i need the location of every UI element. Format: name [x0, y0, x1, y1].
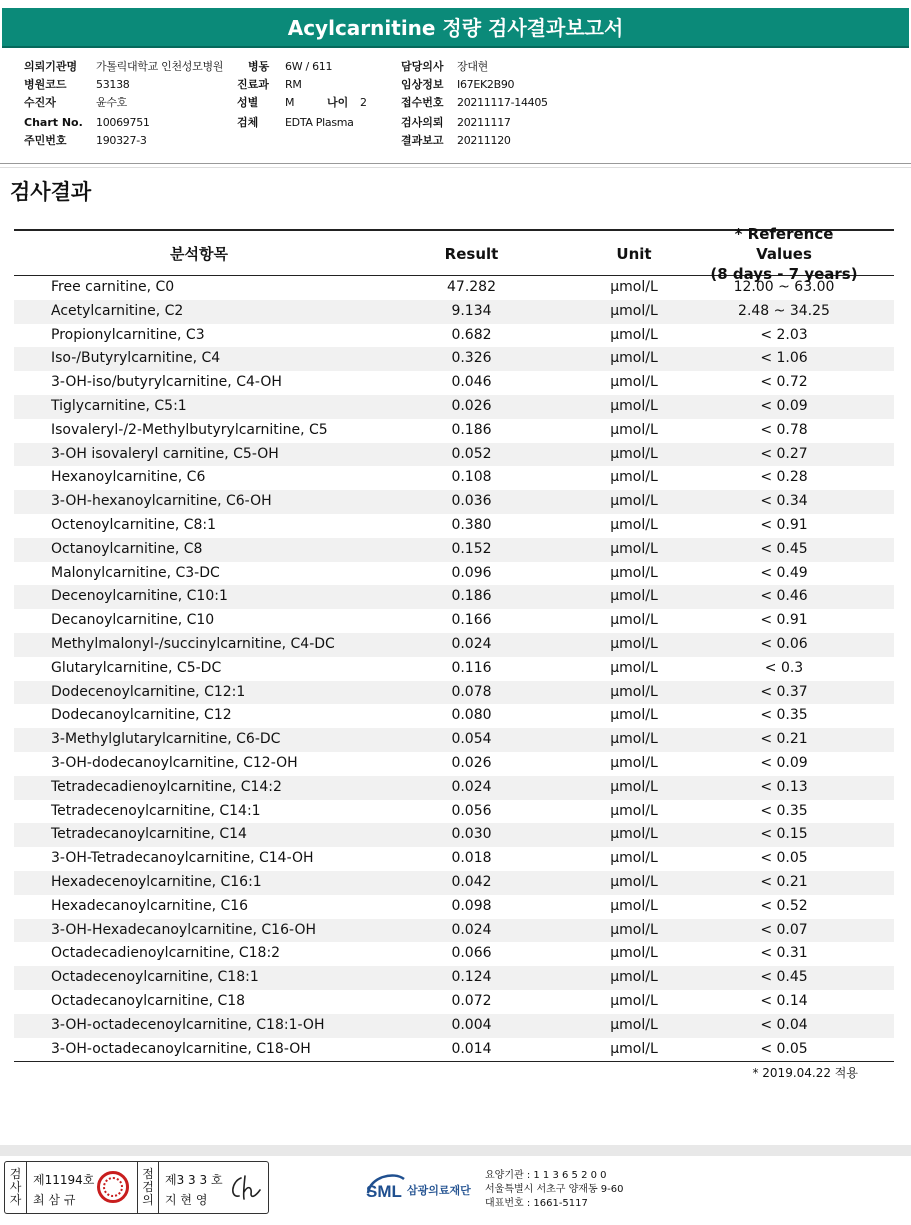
- reference-value: < 0.45: [760, 969, 808, 986]
- table-row: [14, 585, 894, 609]
- doctor-label: 담당의사: [401, 60, 444, 73]
- result-value: 0.024: [451, 635, 492, 652]
- info-row-5: [0, 132, 911, 150]
- result-value: 47.282: [447, 279, 496, 295]
- info-row-3: [0, 94, 911, 112]
- header-reference-line2: (8 days - 7 years): [710, 264, 858, 283]
- unit-value: μmol/L: [610, 873, 658, 890]
- analyte-name: Octenoylcarnitine, C8:1: [51, 516, 217, 533]
- chart-no-value: 10069751: [96, 116, 150, 129]
- unit-value: μmol/L: [610, 969, 658, 986]
- analyte-name: 3-Methylglutarylcarnitine, C6-DC: [51, 731, 281, 748]
- receipt-no-value: 20211117-14405: [457, 96, 548, 109]
- result-value: 0.098: [451, 897, 492, 914]
- table-row: [14, 942, 894, 966]
- result-value: 0.080: [451, 707, 492, 724]
- table-row: [14, 657, 894, 681]
- reference-value: < 0.35: [760, 802, 808, 819]
- analyte-name: Glutarylcarnitine, C5-DC: [51, 659, 222, 676]
- result-value: 0.042: [451, 873, 492, 890]
- unit-value: μmol/L: [610, 754, 658, 771]
- table-row: [14, 823, 894, 847]
- analyte-name: Iso-/Butyrylcarnitine, C4: [51, 350, 221, 367]
- org-phone: 대표번호 : 1661-5117: [485, 1198, 588, 1209]
- patient-label: 수진자: [24, 96, 56, 109]
- result-value: 0.066: [451, 945, 492, 962]
- analyte-name: 3-OH-octadecanoylcarnitine, C18-OH: [51, 1040, 311, 1057]
- table-row: [14, 776, 894, 800]
- reference-value: < 0.78: [760, 421, 808, 438]
- department-label: 진료과: [237, 78, 269, 91]
- result-value: 0.024: [451, 778, 492, 795]
- table-row: [14, 633, 894, 657]
- result-value: 0.108: [451, 469, 492, 486]
- analyte-name: Isovaleryl-/2-Methylbutyrylcarnitine, C5: [51, 421, 328, 438]
- age-label: 나이: [327, 96, 349, 109]
- reference-value: < 0.27: [760, 445, 808, 462]
- id-no-label: 주민번호: [24, 134, 67, 147]
- reference-value: < 0.09: [760, 397, 808, 414]
- result-value: 0.116: [451, 659, 492, 676]
- footnote: * 2019.04.22 적용: [752, 1066, 858, 1080]
- department-value: RM: [285, 78, 302, 91]
- unit-value: μmol/L: [610, 659, 658, 676]
- analyte-name: Hexadecanoylcarnitine, C16: [51, 897, 249, 914]
- table-row: [14, 324, 894, 348]
- header-item: 분석항목: [170, 245, 228, 263]
- inspector-license: 제11194호: [33, 1173, 95, 1187]
- table-row: [14, 538, 894, 562]
- analyte-name: Hexanoylcarnitine, C6: [51, 469, 206, 486]
- result-value: 0.014: [451, 1040, 492, 1057]
- ward-label: 병동: [248, 60, 270, 73]
- reference-value: < 0.14: [760, 992, 808, 1009]
- result-value: 0.166: [451, 612, 492, 629]
- unit-value: μmol/L: [610, 826, 658, 843]
- unit-value: μmol/L: [610, 992, 658, 1009]
- analyte-name: Decenoylcarnitine, C10:1: [51, 588, 228, 605]
- reference-value: < 0.91: [760, 612, 808, 629]
- specimen-label: 검체: [237, 116, 259, 129]
- unit-value: μmol/L: [610, 707, 658, 724]
- footer-separator: [0, 1145, 911, 1156]
- header-divider-light: [0, 167, 911, 168]
- result-value: 0.030: [451, 826, 492, 843]
- analyte-name: Free carnitine, C0: [51, 279, 175, 295]
- unit-value: μmol/L: [610, 945, 658, 962]
- unit-value: μmol/L: [610, 1040, 658, 1057]
- table-row: [14, 990, 894, 1014]
- analyte-name: Decanoylcarnitine, C10: [51, 612, 215, 629]
- unit-value: μmol/L: [610, 493, 658, 510]
- table-row: [14, 1014, 894, 1038]
- unit-value: μmol/L: [610, 421, 658, 438]
- info-row-1: [0, 58, 911, 76]
- unit-value: μmol/L: [610, 350, 658, 367]
- analyte-name: 3-OH-dodecanoylcarnitine, C12-OH: [51, 754, 298, 771]
- reviewer-license: 제3 3 3 호: [165, 1173, 223, 1187]
- table-body: [14, 276, 894, 1062]
- analyte-name: Octadecenoylcarnitine, C18:1: [51, 969, 259, 986]
- table-row: [14, 443, 894, 467]
- doctor-value: 장대현: [457, 60, 488, 73]
- report-date-label: 결과보고: [401, 134, 444, 147]
- header-divider: [0, 163, 911, 164]
- table-row: [14, 895, 894, 919]
- analyte-name: Hexadecenoylcarnitine, C16:1: [51, 873, 262, 890]
- table-row: [14, 728, 894, 752]
- id-no-value: 190327-3: [96, 134, 147, 147]
- result-value: 0.186: [451, 588, 492, 605]
- table-row: [14, 752, 894, 776]
- section-title: 검사결과: [10, 180, 92, 204]
- org-info: [485, 1169, 624, 1211]
- analyte-name: Dodecanoylcarnitine, C12: [51, 707, 232, 724]
- reference-value: 2.48 ~ 34.25: [738, 302, 830, 319]
- result-value: 0.018: [451, 850, 492, 867]
- result-value: 0.380: [451, 516, 492, 533]
- result-value: 0.024: [451, 921, 492, 938]
- unit-value: μmol/L: [610, 683, 658, 700]
- table-row: [14, 871, 894, 895]
- sex-value: M: [285, 96, 295, 109]
- unit-value: μmol/L: [610, 469, 658, 486]
- reference-value: < 0.07: [760, 921, 808, 938]
- analyte-name: 3-OH-iso/butyrylcarnitine, C4-OH: [51, 374, 282, 391]
- result-value: 0.078: [451, 683, 492, 700]
- reference-value: < 0.52: [760, 897, 808, 914]
- table-row: [14, 371, 894, 395]
- reviewer-name: 지 현 영: [165, 1193, 208, 1207]
- analyte-name: Octadecadienoylcarnitine, C18:2: [51, 945, 281, 962]
- unit-value: μmol/L: [610, 374, 658, 391]
- reference-value: < 0.46: [760, 588, 808, 605]
- unit-value: μmol/L: [610, 850, 658, 867]
- unit-value: μmol/L: [610, 612, 658, 629]
- reference-value: < 2.03: [760, 326, 808, 343]
- unit-value: μmol/L: [610, 326, 658, 343]
- org-address: 서울특별시 서초구 양재동 9-60: [485, 1184, 624, 1195]
- analyte-name: Octanoylcarnitine, C8: [51, 540, 203, 557]
- unit-value: μmol/L: [610, 588, 658, 605]
- reviewer-label: 점 검 의: [137, 1162, 159, 1213]
- unit-value: μmol/L: [610, 921, 658, 938]
- table-row: [14, 419, 894, 443]
- hospital-code-label: 병원코드: [24, 78, 67, 91]
- table-row: [14, 466, 894, 490]
- signature-icon: [227, 1172, 263, 1204]
- result-value: 0.004: [451, 1016, 492, 1033]
- unit-value: μmol/L: [610, 445, 658, 462]
- reference-value: < 0.35: [760, 707, 808, 724]
- reference-value: < 1.06: [760, 350, 808, 367]
- unit-value: μmol/L: [610, 802, 658, 819]
- unit-value: μmol/L: [610, 778, 658, 795]
- result-value: 0.152: [451, 540, 492, 557]
- reference-value: < 0.09: [760, 754, 808, 771]
- table-row: [14, 347, 894, 371]
- result-value: 0.026: [451, 754, 492, 771]
- table-row: [14, 395, 894, 419]
- reference-value: < 0.06: [760, 635, 808, 652]
- reference-value: < 0.37: [760, 683, 808, 700]
- reference-value: < 0.49: [760, 564, 808, 581]
- result-value: 0.052: [451, 445, 492, 462]
- org-name: 삼광의료재단: [407, 1184, 471, 1197]
- report-date-value: 20211120: [457, 134, 511, 147]
- table-row: [14, 966, 894, 990]
- clinical-info-value: I67EK2B90: [457, 78, 515, 91]
- analyte-name: Tetradecadienoylcarnitine, C14:2: [51, 778, 282, 795]
- reference-value: < 0.72: [760, 374, 808, 391]
- header-result: Result: [444, 244, 499, 263]
- analyte-name: 3-OH-octadecenoylcarnitine, C18:1-OH: [51, 1016, 325, 1033]
- table-row: [14, 704, 894, 728]
- result-value: 0.046: [451, 374, 492, 391]
- analyte-name: Malonylcarnitine, C3-DC: [51, 564, 220, 581]
- logo-text-sml: SML: [366, 1182, 402, 1201]
- reference-value: < 0.04: [760, 1016, 808, 1033]
- analyte-name: 3-OH isovaleryl carnitine, C5-OH: [51, 445, 279, 462]
- specimen-value: EDTA Plasma: [285, 116, 354, 129]
- unit-value: μmol/L: [610, 540, 658, 557]
- reference-value: < 0.05: [760, 850, 808, 867]
- ward-value: 6W / 611: [285, 60, 333, 73]
- result-value: 9.134: [451, 302, 492, 319]
- result-value: 0.036: [451, 493, 492, 510]
- reference-value: < 0.91: [760, 516, 808, 533]
- analyte-name: Acetylcarnitine, C2: [51, 302, 184, 319]
- sex-label: 성별: [237, 96, 259, 109]
- result-value: 0.124: [451, 969, 492, 986]
- care-code: 요양기관 : 1 1 3 6 5 2 0 0: [485, 1170, 607, 1181]
- unit-value: μmol/L: [610, 564, 658, 581]
- analyte-name: 3-OH-Hexadecanoylcarnitine, C16-OH: [51, 921, 316, 938]
- unit-value: μmol/L: [610, 635, 658, 652]
- reference-value: < 0.34: [760, 493, 808, 510]
- table-row: [14, 800, 894, 824]
- unit-value: μmol/L: [610, 731, 658, 748]
- analyte-name: 3-OH-Tetradecanoylcarnitine, C14-OH: [51, 850, 314, 867]
- report-title: Acylcarnitine 정량 검사결과보고서: [2, 8, 909, 48]
- hospital-code-value: 53138: [96, 78, 130, 91]
- reference-value: < 0.05: [760, 1040, 808, 1057]
- unit-value: μmol/L: [610, 897, 658, 914]
- request-date-value: 20211117: [457, 116, 511, 129]
- inspector-label: 검 사 자: [5, 1162, 27, 1213]
- analyte-name: Propionylcarnitine, C3: [51, 326, 205, 343]
- result-value: 0.326: [451, 350, 492, 367]
- table-row: [14, 276, 894, 300]
- table-row: [14, 514, 894, 538]
- info-row-4: [0, 114, 911, 132]
- table-row: [14, 300, 894, 324]
- table-row: [14, 562, 894, 586]
- reference-value: < 0.21: [760, 873, 808, 890]
- results-table: [14, 224, 894, 1062]
- table-row: [14, 847, 894, 871]
- unit-value: μmol/L: [610, 302, 658, 319]
- table-row: [14, 919, 894, 943]
- age-value: 2: [360, 96, 367, 109]
- clinical-info-label: 임상정보: [401, 78, 444, 91]
- result-value: 0.056: [451, 802, 492, 819]
- unit-value: μmol/L: [610, 397, 658, 414]
- signature-box: [4, 1161, 269, 1214]
- table-row: [14, 1038, 894, 1062]
- result-value: 0.072: [451, 992, 492, 1009]
- request-date-label: 검사의뢰: [401, 116, 444, 129]
- unit-value: μmol/L: [610, 1016, 658, 1033]
- chart-no-label: Chart No.: [24, 116, 83, 129]
- reference-value: < 0.13: [760, 778, 808, 795]
- analyte-name: Methylmalonyl-/succinylcarnitine, C4-DC: [51, 635, 335, 652]
- analyte-name: Octadecanoylcarnitine, C18: [51, 992, 246, 1009]
- analyte-name: Dodecenoylcarnitine, C12:1: [51, 683, 246, 700]
- institution-label: 의뢰기관명: [24, 60, 78, 73]
- reference-value: < 0.3: [764, 659, 804, 676]
- seal-stamp-icon: [97, 1171, 129, 1203]
- result-value: 0.682: [451, 326, 492, 343]
- reference-value: < 0.45: [760, 540, 808, 557]
- analyte-name: Tetradecenoylcarnitine, C14:1: [51, 802, 261, 819]
- table-row: [14, 609, 894, 633]
- analyte-name: 3-OH-hexanoylcarnitine, C6-OH: [51, 493, 272, 510]
- unit-value: μmol/L: [610, 279, 658, 295]
- result-value: 0.186: [451, 421, 492, 438]
- analyte-name: Tiglycarnitine, C5:1: [51, 397, 187, 414]
- analyte-name: Tetradecanoylcarnitine, C14: [51, 826, 247, 843]
- receipt-no-label: 접수번호: [401, 96, 444, 109]
- info-row-2: [0, 76, 911, 94]
- reference-value: 12.00 ~ 63.00: [733, 279, 835, 295]
- table-row: [14, 490, 894, 514]
- unit-value: μmol/L: [610, 516, 658, 533]
- patient-value: 윤수호: [96, 96, 127, 109]
- table-header: [14, 224, 894, 283]
- reference-value: < 0.21: [760, 731, 808, 748]
- reference-value: < 0.28: [760, 469, 808, 486]
- header-reference-line1: * Reference Values: [734, 224, 834, 263]
- reference-value: < 0.31: [760, 945, 808, 962]
- reference-value: < 0.15: [760, 826, 808, 843]
- result-value: 0.054: [451, 731, 492, 748]
- institution-value: 가톨릭대학교 인천성모병원: [96, 60, 224, 73]
- header-reference: [709, 224, 859, 283]
- header-unit: Unit: [616, 244, 652, 263]
- table-row: [14, 681, 894, 705]
- result-value: 0.026: [451, 397, 492, 414]
- result-value: 0.096: [451, 564, 492, 581]
- inspector-name: 최 삼 규: [33, 1193, 76, 1207]
- patient-info: [0, 58, 911, 154]
